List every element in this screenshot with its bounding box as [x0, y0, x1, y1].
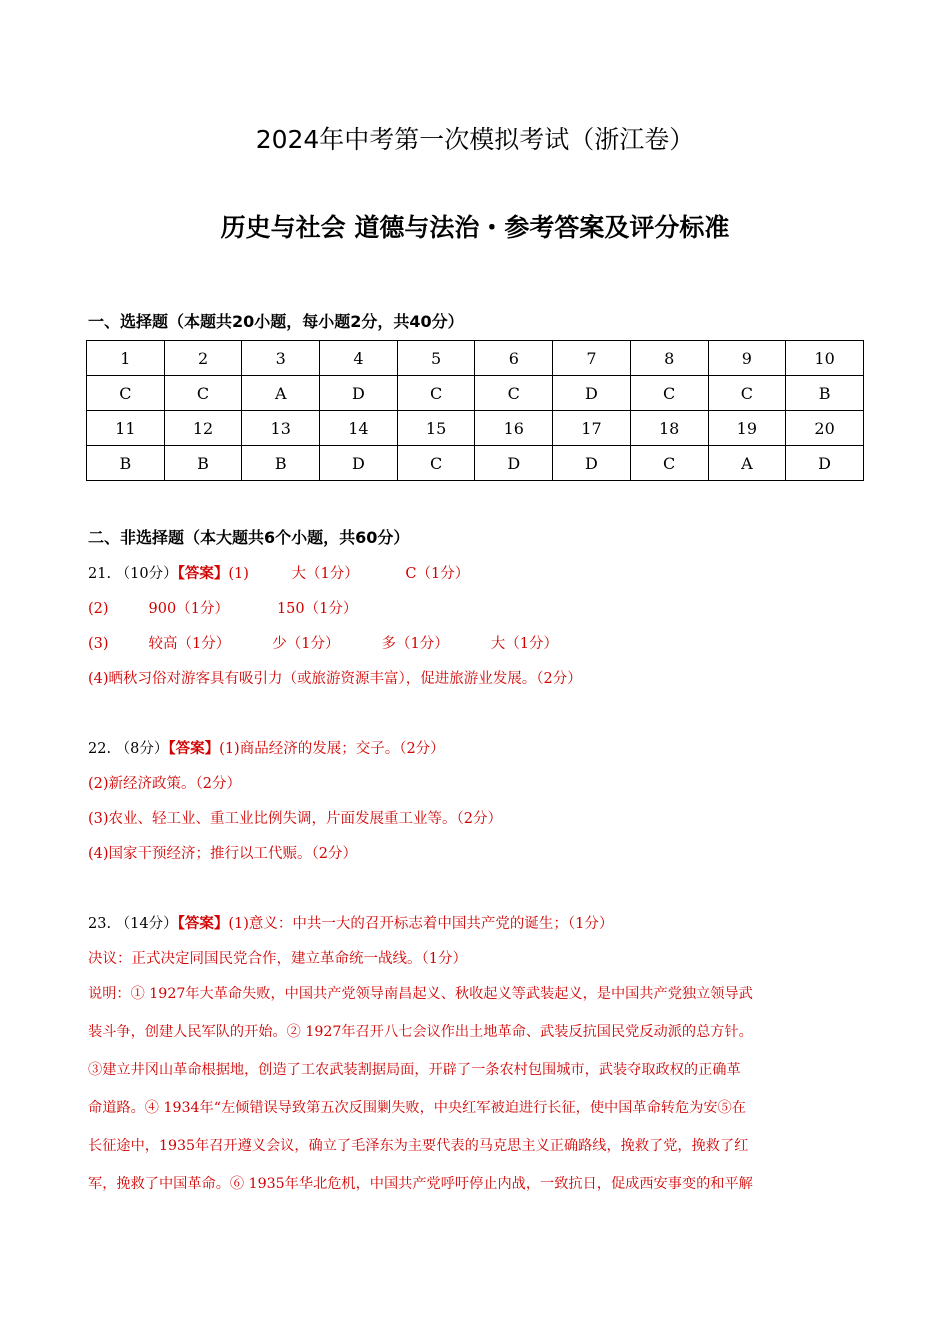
answer-table-cell: D	[320, 446, 398, 481]
section1-heading: 一、选择题（本题共20小题，每小题2分，共40分）	[88, 312, 464, 331]
q23-line6: 命道路。④ 1934年“左倾错误导致第五次反围剿失败，中央红军被迫进行长征，使中国革命转危为安⑤在	[88, 1100, 746, 1116]
q23-l1: (1)意义：中共一大的召开标志着中国共产党的诞生；（1分）	[228, 916, 614, 932]
answer-table-cell: 9	[708, 341, 786, 376]
q22-l1: (1)商品经济的发展；交子。（2分）	[219, 741, 445, 757]
answer-table-cell: C	[397, 376, 475, 411]
answer-table-cell: D	[553, 446, 631, 481]
answer-table-cell: 11	[87, 411, 165, 446]
answer-table-cell: A	[708, 446, 786, 481]
q21-answer-tag: 【答案】	[177, 566, 229, 582]
q22-score: （8分）	[115, 741, 169, 757]
answer-table-cell: D	[475, 446, 553, 481]
answer-table-cell: 10	[786, 341, 864, 376]
q23-number: 23.	[88, 916, 112, 932]
q21-l1-b: C（1分）	[405, 566, 470, 582]
answer-table-cell: D	[786, 446, 864, 481]
q21-score: （10分）	[115, 566, 178, 582]
answer-table-cell: D	[320, 376, 398, 411]
q23-answer-tag: 【答案】	[177, 916, 229, 932]
answer-table-cell: C	[164, 376, 242, 411]
q21-l3-d: 大（1分）	[490, 636, 558, 652]
q22-line2: (2)新经济政策。（2分）	[88, 776, 242, 792]
q21-l2-label: (2)	[88, 601, 109, 617]
answer-table-row	[87, 376, 864, 411]
q22-line3: (3)农业、轻工业、重工业比例失调，片面发展重工业等。（2分）	[88, 811, 503, 827]
answer-table-cell: D	[553, 376, 631, 411]
section2-heading: 二、非选择题（本大题共6个小题，共60分）	[88, 528, 410, 547]
answer-table-cell: 19	[708, 411, 786, 446]
answer-table-cell: 18	[630, 411, 708, 446]
page-subtitle: 历史与社会 道德与法治・参考答案及评分标准	[220, 213, 730, 242]
answer-table-cell: C	[397, 446, 475, 481]
answer-table-cell: B	[164, 446, 242, 481]
answer-table-cell: C	[87, 376, 165, 411]
q22-answer-tag: 【答案】	[168, 741, 220, 757]
q23-line7: 长征途中，1935年召开遵义会议，确立了毛泽东为主要代表的马克思主义正确路线，挽救了党，挽救了红	[88, 1138, 749, 1154]
answer-table-cell: 1	[87, 341, 165, 376]
q21-l3-a: 较高（1分）	[148, 636, 231, 652]
q23-line4: 装斗争，创建人民军队的开始。② 1927年召开八七会议作出土地革命、武装反抗国民党反动派的总方针。	[88, 1024, 753, 1040]
answer-table-cell: 8	[630, 341, 708, 376]
answer-table-cell: 15	[397, 411, 475, 446]
q23-line8: 军，挽救了中国革命。⑥ 1935年华北危机，中国共产党呼吁停止内战，一致抗日，促成西安事变的和平解	[88, 1176, 753, 1192]
answer-table-cell: B	[786, 376, 864, 411]
q22-line1	[88, 737, 445, 758]
answer-table-cell: C	[630, 446, 708, 481]
answer-table-cell: 4	[320, 341, 398, 376]
answer-table-cell: 6	[475, 341, 553, 376]
answer-table-row	[87, 411, 864, 446]
q21-l1-a: 大（1分）	[291, 566, 359, 582]
answer-table-cell: B	[87, 446, 165, 481]
answer-table-cell: A	[242, 376, 320, 411]
answer-table-cell: C	[475, 376, 553, 411]
q21-l3-c: 多（1分）	[381, 636, 449, 652]
q21-number: 21.	[88, 566, 112, 582]
q23-line3: 说明：① 1927年大革命失败，中国共产党领导南昌起义、秋收起义等武装起义，是中国共产党独立领导武	[88, 986, 753, 1002]
answer-table-cell: 20	[786, 411, 864, 446]
q21-line1	[88, 562, 469, 583]
answer-table	[86, 340, 864, 481]
q23-line2: 决议：正式决定同国民党合作，建立革命统一战线。（1分）	[88, 951, 467, 967]
q21-l2-b: 150（1分）	[276, 601, 358, 617]
answer-table-cell: 7	[553, 341, 631, 376]
q21-line3	[88, 632, 558, 653]
answer-table-cell: 14	[320, 411, 398, 446]
page-title: 2024年中考第一次模拟考试（浙江卷）	[255, 125, 695, 154]
answer-table-cell: C	[708, 376, 786, 411]
answer-table-cell: 5	[397, 341, 475, 376]
q23-line1	[88, 912, 613, 933]
q21-line4: (4)晒秋习俗对游客具有吸引力（或旅游资源丰富），促进旅游业发展。（2分）	[88, 671, 582, 687]
q21-l1-label: (1)	[228, 566, 249, 582]
answer-table-cell: 13	[242, 411, 320, 446]
answer-table-cell: B	[242, 446, 320, 481]
answer-table-cell: 2	[164, 341, 242, 376]
q21-l2-a: 900（1分）	[148, 601, 229, 617]
q21-l3-label: (3)	[88, 636, 109, 652]
q23-score: （14分）	[115, 916, 178, 932]
answer-table-cell: C	[630, 376, 708, 411]
q22-line4: (4)国家干预经济；推行以工代赈。（2分）	[88, 846, 358, 862]
answer-table-cell: 3	[242, 341, 320, 376]
answer-table-row	[87, 446, 864, 481]
answer-table-cell: 12	[164, 411, 242, 446]
q21-l3-b: 少（1分）	[272, 636, 340, 652]
answer-table-cell: 16	[475, 411, 553, 446]
q21-line2	[88, 597, 357, 618]
answer-table-cell: 17	[553, 411, 631, 446]
q23-line5: ③建立井冈山革命根据地，创造了工农武装割据局面，开辟了一条农村包围城市，武装夺取政权的正确革	[88, 1062, 741, 1078]
answer-table-row	[87, 341, 864, 376]
q22-number: 22.	[88, 741, 112, 757]
